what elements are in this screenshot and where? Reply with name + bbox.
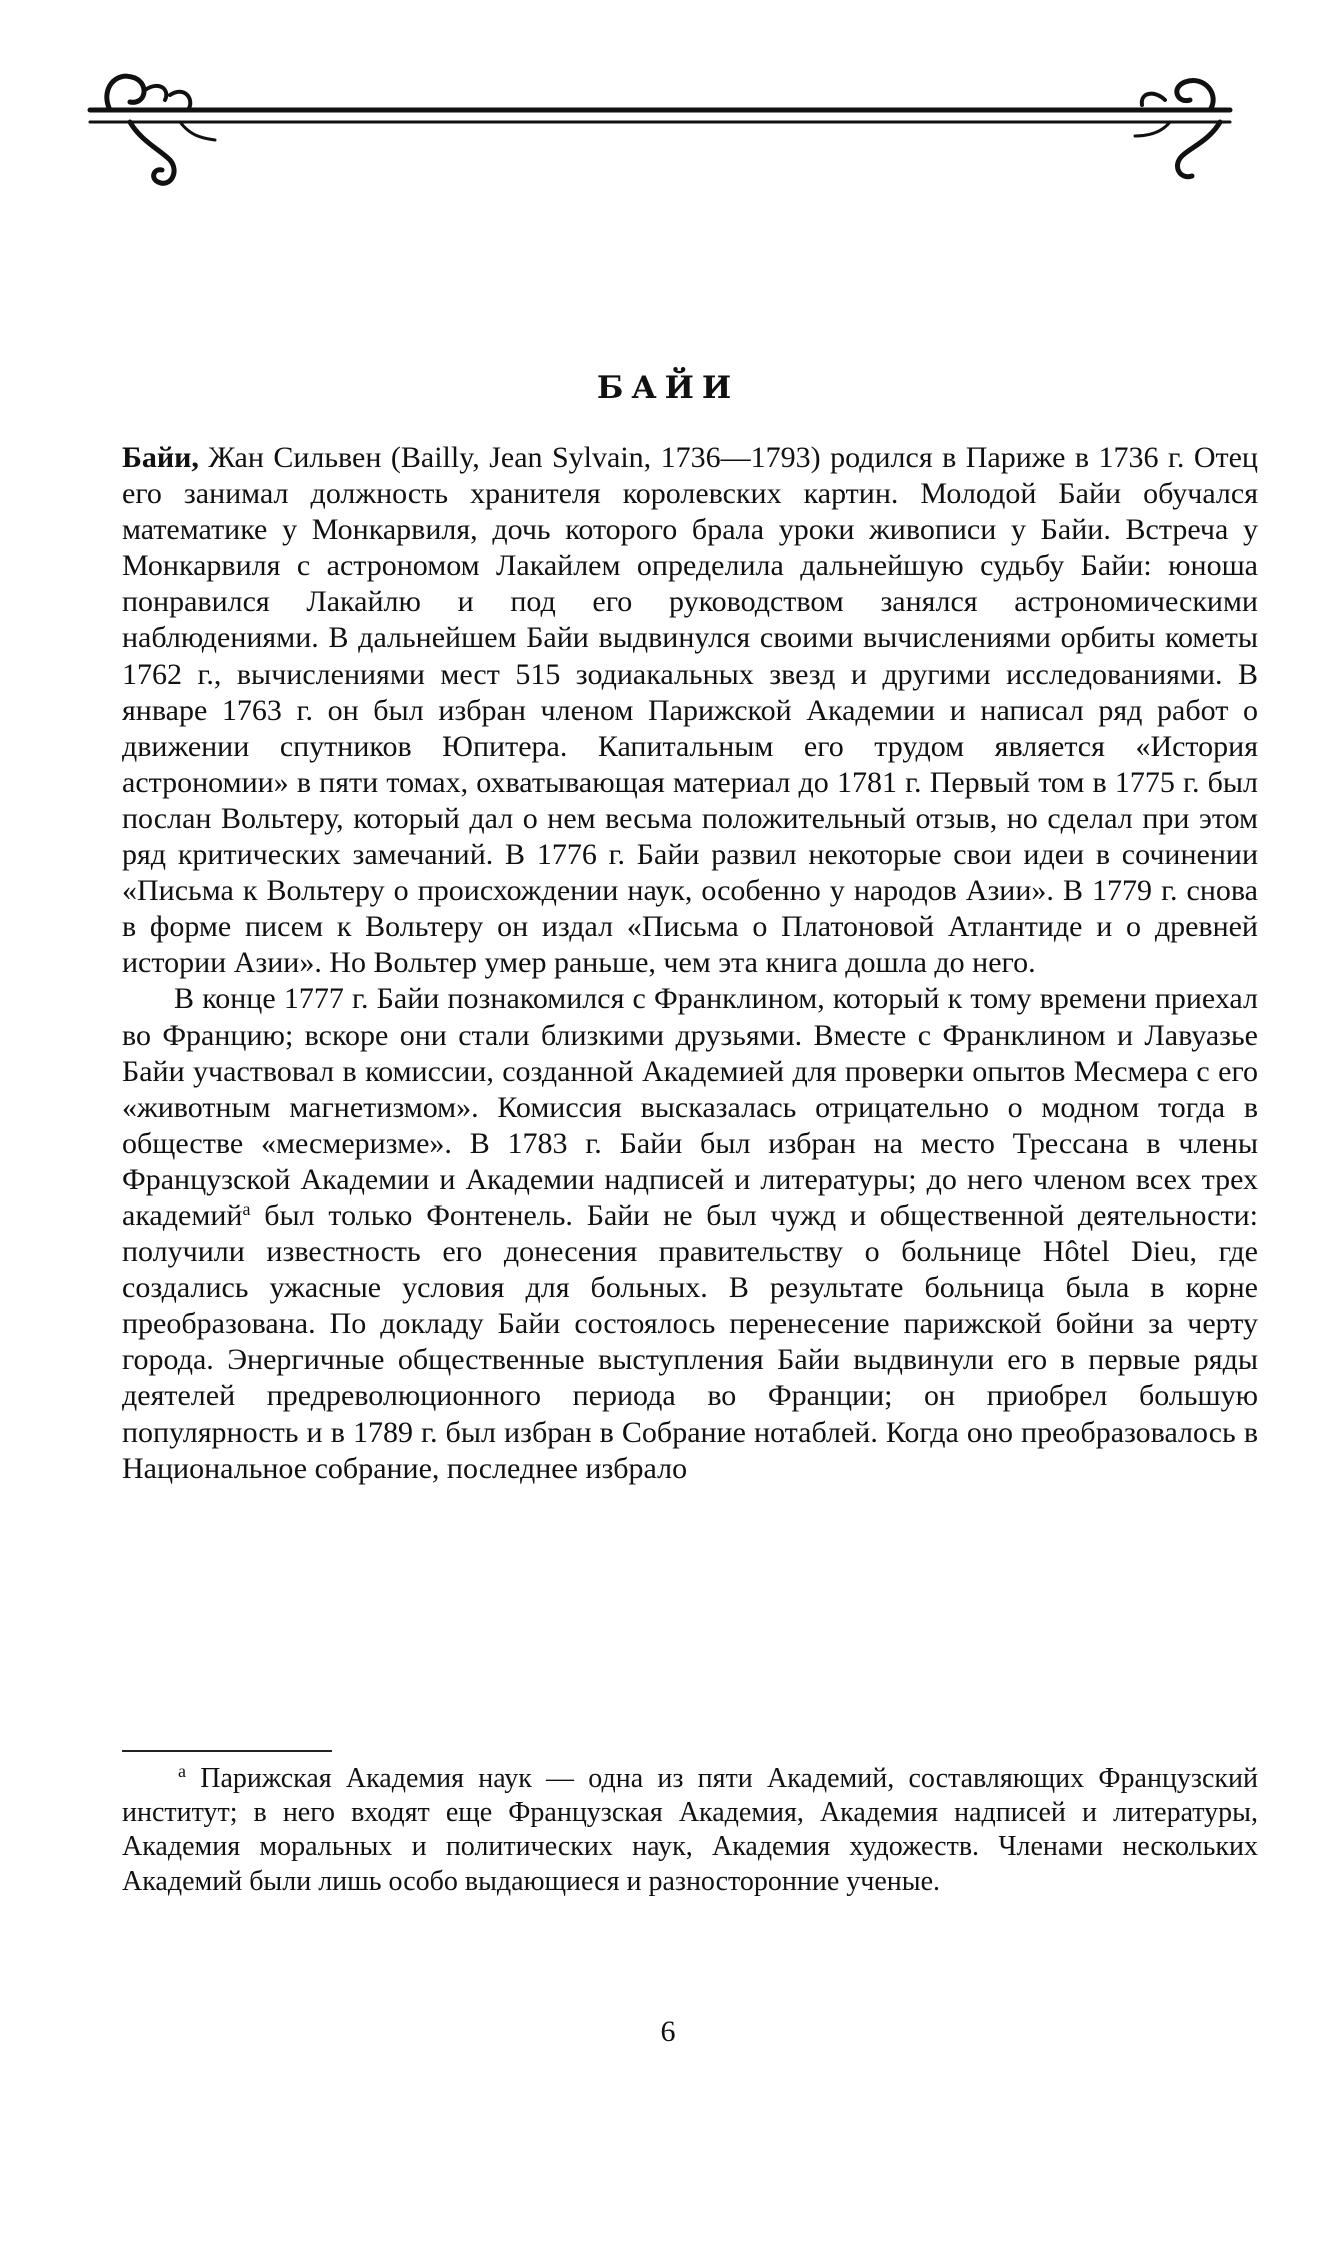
header-ornament	[70, 60, 1250, 210]
article-title: БАЙИ	[596, 370, 740, 406]
paragraph-2-text-b: был только Фонтенель. Байи не был чужд и общественной деятельности: получили известность его донесения правительству о больнице Hôtel Dieu, где создались ужасные условия для больных. В результате больница была в корне преобразована. По докладу Байи состоялось перенесение парижской бойни за черту города. Энергичные общественные выступления Байи выдвинули его в первые ряды деятелей предреволюционного периода во Франции; он приобрел большую популярность и в 1789 г. был избран в Собрание нотаблей. Когда оно преобразовалось в Национальное собрание, последнее избрало	[122, 1198, 1258, 1485]
paragraph-2-text-a: В конце 1777 г. Байи познакомился с Франклином, который к тому времени приехал во Францию; вскоре они стали близкими друзьями. Вместе с Франклином и Лавуазье Байи участвовал в комиссии, созданной Академией для проверки опытов Месмера с его «животным магнетизмом». Комиссия высказалась отрицательно о модном тогда в обществе «месмеризме». В 1783 г. Байи был избран на место Трессана в члены Французской Академии и Академии надписей и литературы; до него членом всех трех академий	[122, 982, 1258, 1232]
paragraph-2	[122, 981, 1258, 1486]
footnote-text: Парижская Академия наук — одна из пяти Академий, составляющих Французский институт; в него входят еще Французская Академия, Академия надписей и литературы, Академия моральных и политических наук, Академия художеств. Членами нескольких Академий были лишь особо выдающиеся и разносторонние ученые.	[122, 1763, 1258, 1897]
footnote	[122, 1762, 1258, 1899]
paragraph-1	[122, 440, 1258, 981]
subject-name: Байи,	[122, 441, 199, 474]
paragraph-1-text: Жан Сильвен (Bailly, Jean Sylvain, 1736—1793) родился в Париже в 1736 г. Отец его занимал должность хранителя королевских картин. Молодой Байи обучался математике у Монкарвиля, дочь которого брала уроки живописи у Байи. Встреча у Монкарвиля с астрономом Лакайлем определила дальнейшую судьбу Байи: юноша понравился Лакайлю и под его руководством занялся астрономическими наблюдениями. В дальнейшем Байи выдвинулся своими вычислениями орбиты кометы 1762 г., вычислениями мест 515 зодиакальных звезд и другими исследованиями. В январе 1763 г. он был избран членом Парижской Академии и написал ряд работ о движении спутников Юпитера. Капитальным его трудом является «История астрономии» в пяти томах, охватывающая материал до 1781 г. Первый том в 1775 г. был послан Вольтеру, который дал о нем весьма положительный отзыв, но сделал при этом ряд критических замечаний. В 1776 г. Байи развил некоторые свои идеи в сочинении «Письма к Вольтеру о происхождении наук, особенно у народов Азии». В 1779 г. снова в форме писем к Вольтеру он издал «Письма о Платоновой Атлантиде и о древней истории Азии». Но Вольтер умер раньше, чем эта книга дошла до него.	[122, 441, 1258, 980]
page-number: 6	[660, 2015, 676, 2048]
article-body	[122, 440, 1258, 1487]
footnote-mark: а	[178, 1761, 186, 1781]
footnote-reference[interactable]: а	[242, 1198, 251, 1219]
footnote-divider	[122, 1750, 332, 1752]
